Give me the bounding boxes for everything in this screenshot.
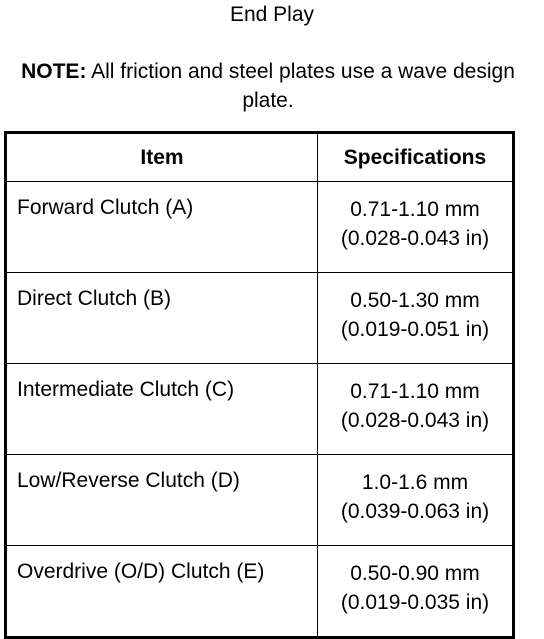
table-row bbox=[6, 273, 514, 364]
table-row bbox=[6, 546, 514, 638]
table-row bbox=[6, 455, 514, 546]
spec-mm: 0.50-1.30 mm bbox=[350, 289, 480, 312]
specifications-table bbox=[4, 131, 515, 639]
column-header-specifications: Specifications bbox=[318, 133, 514, 182]
spec-cell bbox=[318, 455, 514, 546]
table-row bbox=[6, 364, 514, 455]
spec-mm: 1.0-1.6 mm bbox=[361, 471, 469, 494]
note-text: All friction and steel plates use a wave design plate. bbox=[91, 60, 515, 112]
spec-in: (0.039-0.063 in) bbox=[340, 500, 490, 523]
table-header-row bbox=[6, 133, 514, 182]
spec-mm: 0.71-1.10 mm bbox=[350, 198, 480, 221]
item-cell: Overdrive (O/D) Clutch (E) bbox=[6, 546, 318, 638]
spec-in: (0.019-0.035 in) bbox=[340, 591, 490, 614]
item-cell: Intermediate Clutch (C) bbox=[6, 364, 318, 455]
spec-cell bbox=[318, 546, 514, 638]
spec-in: (0.019-0.051 in) bbox=[340, 318, 490, 341]
spec-in: (0.028-0.043 in) bbox=[340, 227, 490, 250]
note-label: NOTE: bbox=[21, 60, 87, 83]
note-block bbox=[10, 57, 526, 115]
spec-cell bbox=[318, 182, 514, 273]
spec-cell bbox=[318, 364, 514, 455]
page-title: End Play bbox=[229, 3, 315, 26]
column-header-item: Item bbox=[6, 133, 318, 182]
item-cell: Forward Clutch (A) bbox=[6, 182, 318, 273]
item-cell: Direct Clutch (B) bbox=[6, 273, 318, 364]
table-row bbox=[6, 182, 514, 273]
spec-cell bbox=[318, 273, 514, 364]
spec-in: (0.028-0.043 in) bbox=[340, 409, 490, 432]
spec-mm: 0.71-1.10 mm bbox=[350, 380, 480, 403]
item-cell: Low/Reverse Clutch (D) bbox=[6, 455, 318, 546]
spec-mm: 0.50-0.90 mm bbox=[350, 562, 480, 585]
